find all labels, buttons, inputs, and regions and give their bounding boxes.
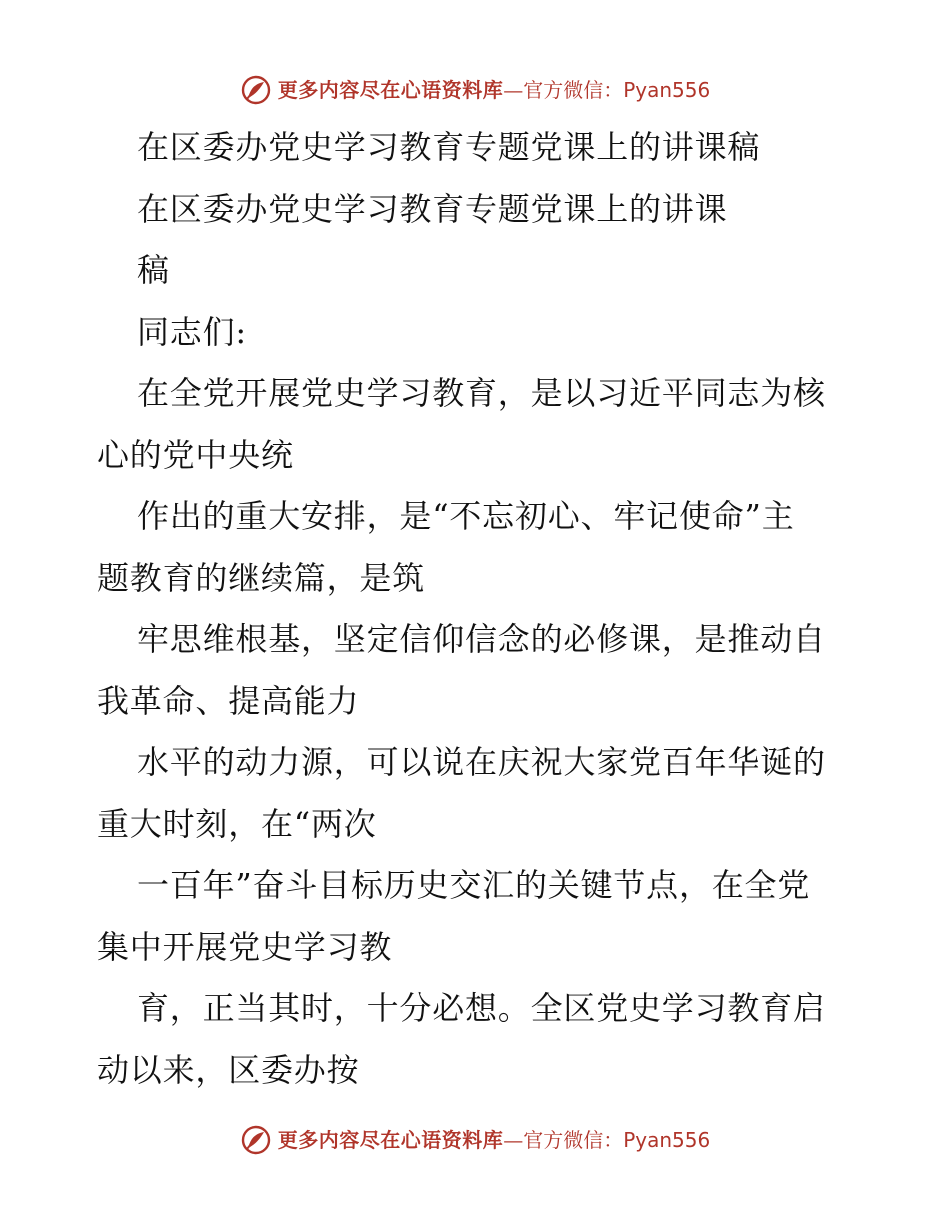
header-watermark	[0, 74, 950, 106]
document-line: 集中开展党史学习教	[97, 927, 393, 966]
document-line: 水平的动力源，可以说在庆祝大家党百年华诞的	[137, 743, 826, 781]
document-line: 同志们:	[137, 312, 247, 351]
document-line: 心的党中央统	[97, 435, 294, 474]
document-line: 我革命、提高能力	[97, 681, 360, 720]
watermark-wechat-text: 官方微信：Pyan556	[523, 78, 711, 102]
watermark-separator: —	[503, 1128, 524, 1152]
document-line: 在区委办党史学习教育专题党课上的讲课稿	[137, 128, 761, 166]
document-body	[97, 117, 857, 1101]
footer-watermark	[0, 1124, 950, 1156]
document-line: 作出的重大安排，是“不忘初心、牢记使命”主	[137, 497, 795, 535]
document-line: 动以来，区委办按	[97, 1050, 360, 1089]
watermark-main-text: 更多内容尽在心语资料库	[277, 1128, 504, 1152]
pen-logo-icon	[240, 1124, 272, 1156]
pen-logo-icon	[240, 74, 272, 106]
document-line: 牢思维根基，坚定信仰信念的必修课，是推动自	[137, 620, 826, 658]
document-line: 题教育的继续篇，是筑	[97, 558, 426, 597]
document-line: 重大时刻，在“两次	[97, 804, 377, 843]
document-line: 在区委办党史学习教育专题党课上的讲课	[137, 189, 728, 228]
watermark-separator: —	[503, 78, 524, 102]
document-line: 一百年”奋斗目标历史交汇的关键节点，在全党	[137, 866, 811, 904]
document-line: 育，正当其时，十分必想。全区党史学习教育启	[137, 989, 826, 1027]
document-line: 稿	[137, 251, 170, 289]
watermark-wechat-text: 官方微信：Pyan556	[523, 1128, 711, 1152]
watermark-main-text: 更多内容尽在心语资料库	[277, 78, 504, 102]
document-line: 在全党开展党史学习教育，是以习近平同志为核	[137, 374, 826, 412]
